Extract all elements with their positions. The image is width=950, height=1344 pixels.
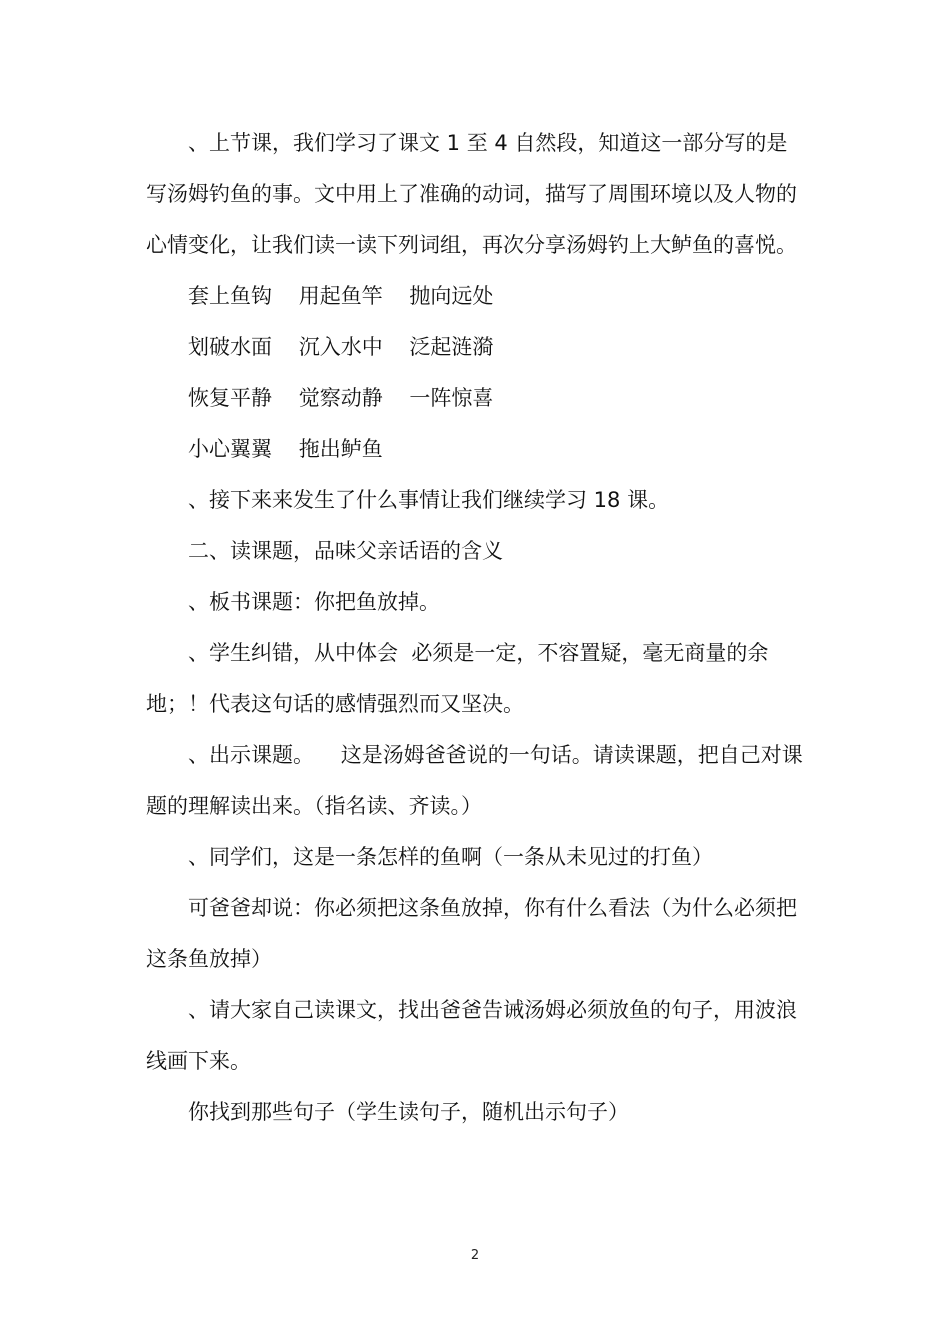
- paragraph-review: 、上节课，我们学习了课文 1 至 4 自然段，知道这一部分写的是写汤姆钓鱼的事。文中用上了准确的动词，描写了周围环境以及人物的心情变化，让我们读一读下列词组，再次分享汤姆钓上大鲈鱼的喜悦。: [146, 131, 797, 257]
- paragraph-find-sentences: 你找到那些句子（学生读句子，随机出示句子）: [188, 1100, 629, 1124]
- vocab-row-2: 划破水面 沉入水中 泛起涟漪: [188, 335, 494, 359]
- document-body: [146, 118, 808, 1138]
- section-heading-2: 二、读课题，品味父亲话语的含义: [188, 539, 503, 563]
- vocab-row-4: 小心翼翼 拖出鲈鱼: [188, 437, 383, 461]
- vocab-row-1: 套上鱼钩 用起鱼竿 抛向远处: [188, 284, 494, 308]
- paragraph-show-title: 、出示课题。 这是汤姆爸爸说的一句话。请读课题，把自己对课题的理解读出来。（指名读、齐读。）: [146, 743, 803, 818]
- paragraph-question-fish: 、同学们，这是一条怎样的鱼啊（一条从未见过的打鱼）: [188, 845, 713, 869]
- paragraph-board-title: 、板书课题：你把鱼放掉。: [188, 590, 440, 614]
- paragraph-correction: 、学生纠错，从中体会 必须是一定，不容置疑，毫无商量的余地；！代表这句话的感情强烈而又坚决。: [146, 641, 769, 716]
- paragraph-father-says: 可爸爸却说：你必须把这条鱼放掉，你有什么看法（为什么必须把这条鱼放掉）: [146, 896, 797, 971]
- paragraph-next-lesson: 、接下来来发生了什么事情让我们继续学习 18 课。: [188, 488, 670, 512]
- paragraph-read-text: 、请大家自己读课文，找出爸爸告诫汤姆必须放鱼的句子，用波浪线画下来。: [146, 998, 797, 1073]
- vocab-row-3: 恢复平静 觉察动静 一阵惊喜: [188, 386, 494, 410]
- page-number: 2: [470, 1248, 480, 1263]
